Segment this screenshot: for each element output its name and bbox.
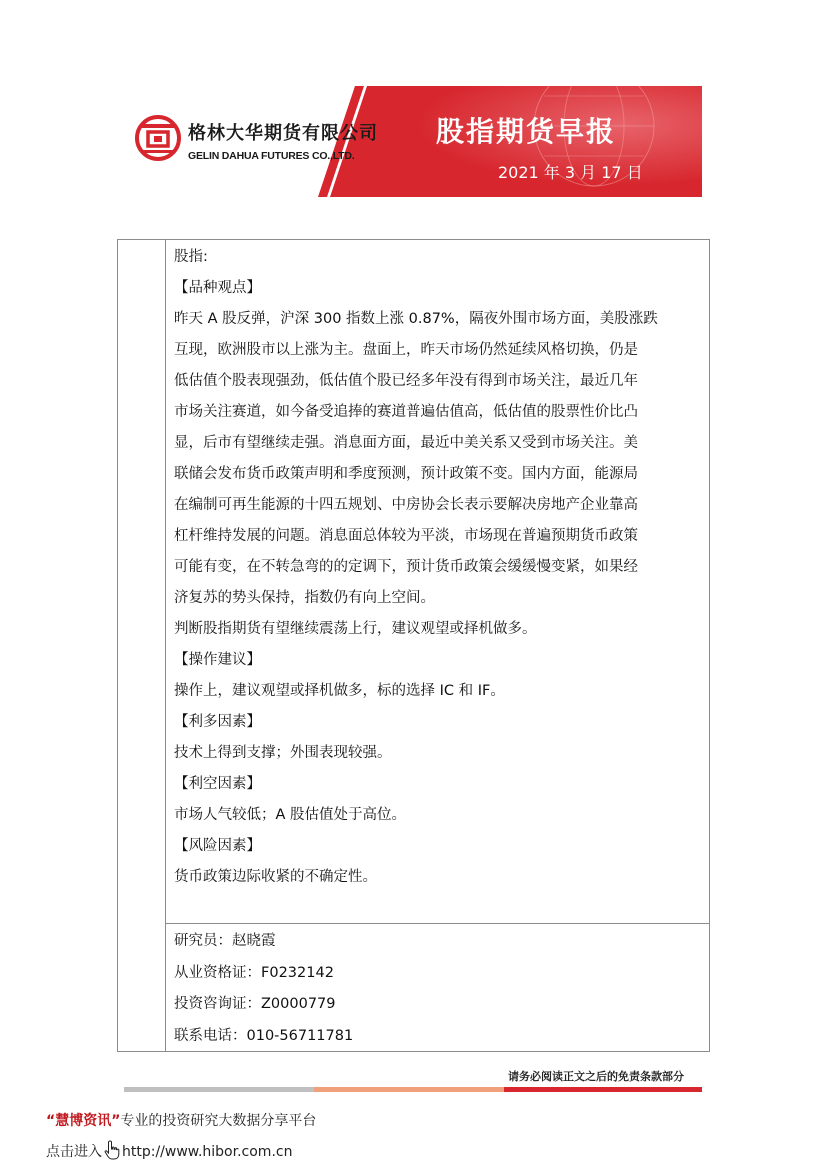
bull-heading: 【利多因素】 [174,714,261,730]
footer-rule-red [504,1087,702,1092]
pointing-hand-icon [104,1140,120,1160]
view-line: 市场关注赛道，如今备受追捧的赛道普遍估值高，低估值的股票性价比凸 [174,404,638,420]
contact-phone: 联系电话：010-56711781 [174,1027,354,1044]
bull-text: 技术上得到支撑；外围表现较强。 [174,745,392,761]
view-line: 在编制可再生能源的十四五规划、中房协会长表示要解决房地产企业靠高 [174,497,638,513]
contact-block [174,926,353,1052]
footer-rule-orange [314,1087,504,1092]
bear-heading: 【利空因素】 [174,776,261,792]
researcher-name: 研究员：赵晓霞 [174,933,276,949]
view-line: 杠杆维持发展的问题。消息面总体较为平淡，市场现在普遍预期货币政策 [174,528,638,544]
footer-slogan [46,1110,316,1130]
enter-label: 点击进入 [46,1144,102,1160]
risk-heading: 【风险因素】 [174,838,261,854]
view-line: 联储会发布货币政策声明和季度预测，预计政策不变。国内方面，能源局 [174,466,638,482]
report-title: 股指期货早报 [436,115,617,148]
site-url[interactable]: http://www.hibor.com.cn [122,1144,293,1160]
bear-text: 市场人气较低；A 股估值处于高位。 [174,807,407,823]
company-name-cn: 格林大华期货有限公司 [188,123,378,144]
view-line: 可能有变，在不转急弯的的定调下，预计货币政策会缓缓慢变紧，如果经 [174,559,638,575]
view-line: 济复苏的势头保持，指数仍有向上空间。 [174,590,435,606]
judgement-text: 判断股指期货有望继续震荡上行，建议观望或择机做多。 [174,621,537,637]
view-heading: 【品种观点】 [174,280,261,296]
disclaimer-note: 请务必阅读正文之后的免责条款部分 [508,1070,684,1083]
view-line: 互现，欧洲股市以上涨为主。盘面上，昨天市场仍然延续风格切换，仍是 [174,342,638,358]
report-date: 2021 年 3 月 17 日 [498,163,643,182]
risk-text: 货币政策边际收紧的不确定性。 [174,869,377,885]
company-name-en: GELIN DAHUA FUTURES CO.,LTD. [188,150,355,162]
view-line: 显，后市有望继续走强。消息面方面，最近中美关系又受到市场关注。美 [174,435,638,451]
view-line: 低估值个股表现强劲，低估值个股已经多年没有得到市场关注，最近几年 [174,373,638,389]
footer-rule-gray [124,1087,314,1092]
qualification-number: 从业资格证：F0232142 [174,964,334,981]
slogan-text: 专业的投资研究大数据分享平台 [120,1113,317,1129]
company-logo-icon [134,114,182,162]
report-header-banner [124,86,702,197]
view-paragraph [174,304,704,614]
footer-enter-link[interactable] [46,1140,292,1161]
table-row-divider [166,923,709,924]
table-left-column [118,240,166,1051]
view-line: 昨天 A 股反弹，沪深 300 指数上涨 0.87%，隔夜外围市场方面，美股涨跌 [174,311,658,327]
slogan-brand: “慧博资讯” [46,1113,121,1129]
advice-text: 操作上，建议观望或择机做多，标的选择 IC 和 IF。 [174,683,505,699]
report-content [174,242,704,893]
report-table [117,239,710,1052]
consulting-number: 投资咨询证：Z0000779 [174,996,336,1012]
category-label: 股指: [174,249,208,265]
advice-heading: 【操作建议】 [174,652,261,668]
